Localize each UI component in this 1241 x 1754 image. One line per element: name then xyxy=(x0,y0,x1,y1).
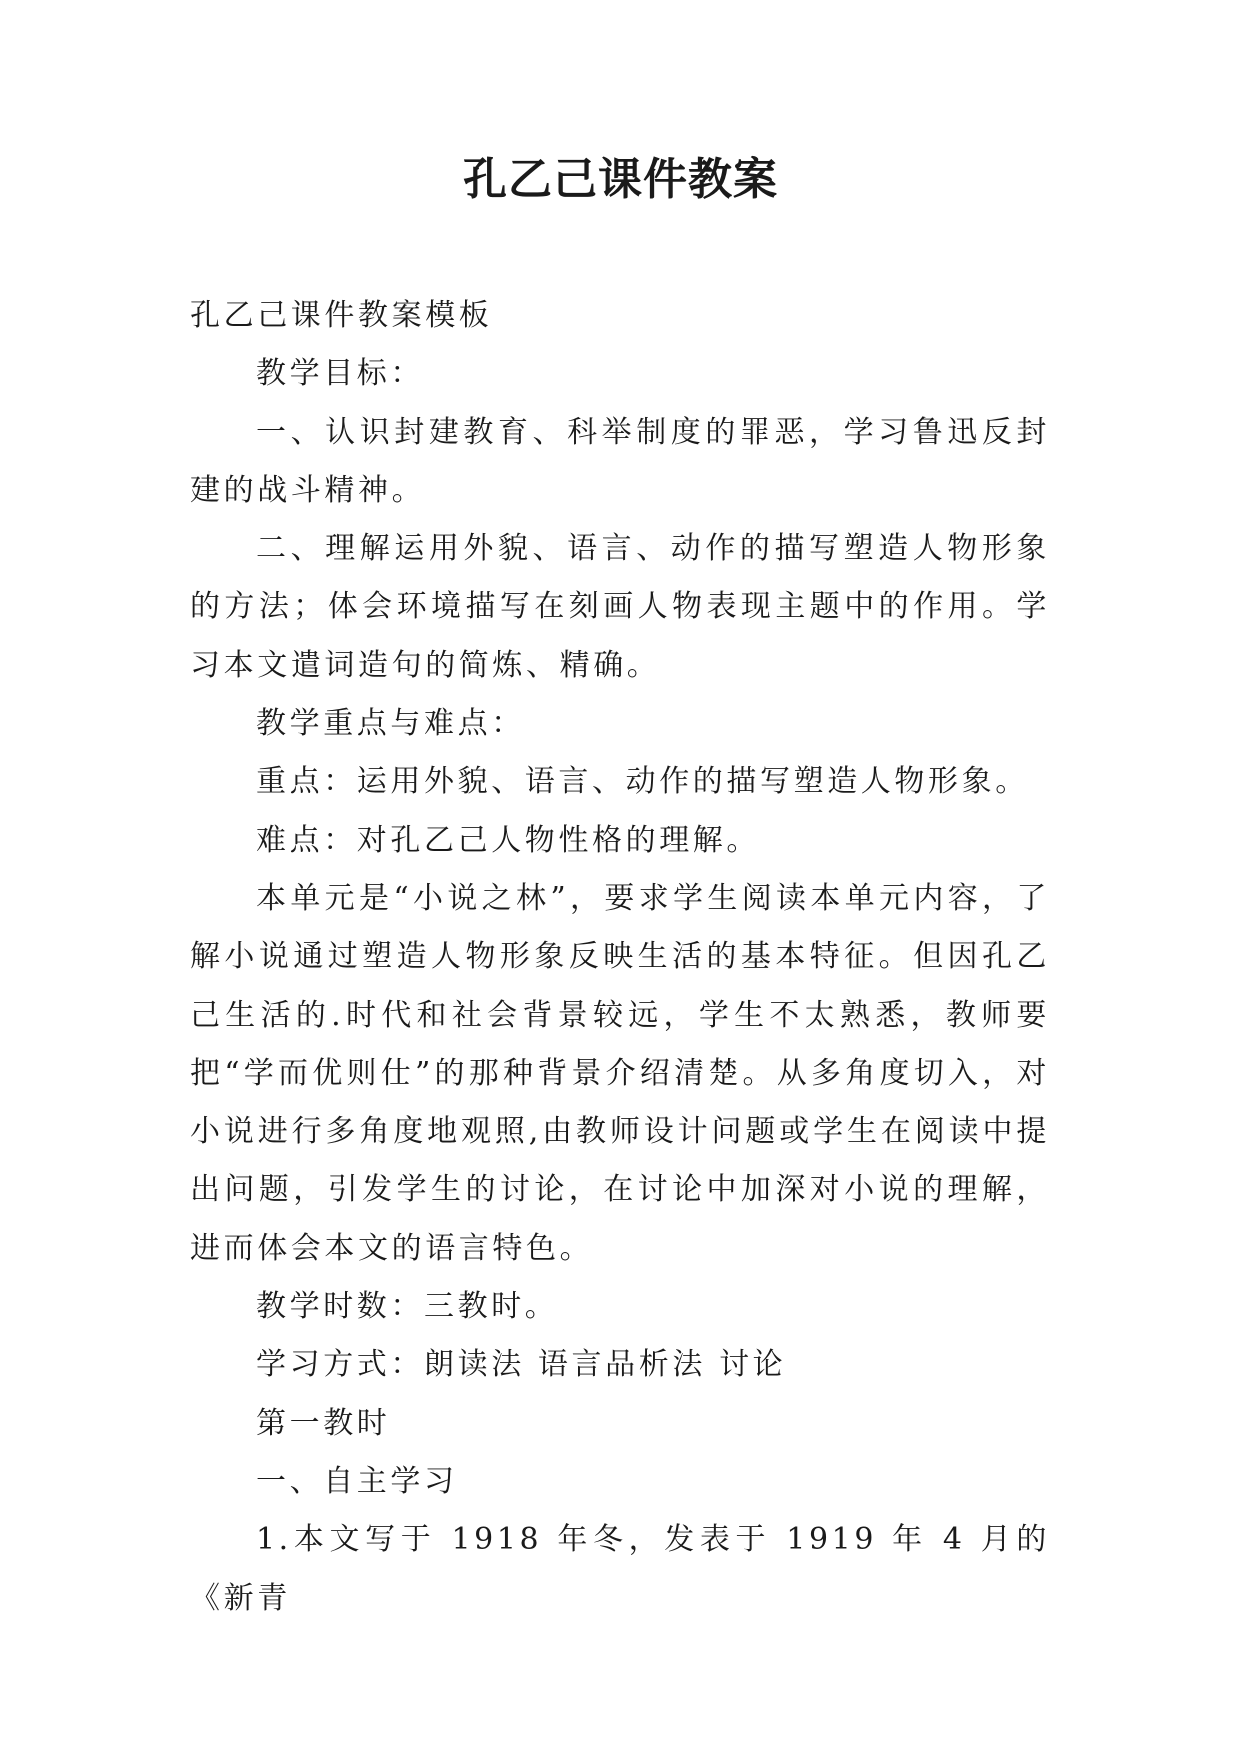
difficulty-paragraph: 难点：对孔乙己人物性格的理解。 xyxy=(256,822,760,858)
class-hours-paragraph: 教学时数：三教时。 xyxy=(256,1289,559,1325)
self-study-heading: 一、自主学习 xyxy=(256,1463,458,1499)
key-point-paragraph: 重点：运用外貌、语言、动作的描写塑造人物形象。 xyxy=(256,764,1029,800)
subtitle-paragraph: 孔乙己课件教案模板 xyxy=(190,298,493,333)
teaching-goals-heading: 教学目标： xyxy=(256,356,424,392)
goal-two-paragraph: 二、理解运用外貌、语言、动作的描写塑造人物形象的方法；体会环境描写在刻画人物表现主题中的作用。学习本文遣词造句的简炼、精确。 xyxy=(190,531,1050,683)
unit-overview-paragraph: 本单元是“小说之林”，要求学生阅读本单元内容，了解小说通过塑造人物形象反映生活的基本特征。但因孔乙己生活的.时代和社会背景较远，学生不太熟悉，教师要把“学而优则仕”的那种背景介绍清楚。从多角度切入，对小说进行多角度地观照,由教师设计问题或学生在阅读中提出问题，引发学生的讨论，在讨论中加深对小说的理解，进而体会本文的语言特色。 xyxy=(190,880,1050,1266)
goal-one-paragraph: 一、认识封建教育、科举制度的罪恶，学习鲁迅反封建的战斗精神。 xyxy=(190,414,1050,508)
first-lesson-heading: 第一教时 xyxy=(256,1405,391,1441)
background-paragraph: 1.本文写于 1918 年冬，发表于 1919 年 4 月的《新青 xyxy=(190,1522,1050,1616)
document-body xyxy=(190,287,1050,1628)
key-points-heading: 教学重点与难点： xyxy=(256,706,525,742)
document-title: 孔乙己课件教案 xyxy=(463,154,778,205)
learning-methods-paragraph: 学习方式：朗读法 语言品析法 讨论 xyxy=(256,1347,787,1383)
